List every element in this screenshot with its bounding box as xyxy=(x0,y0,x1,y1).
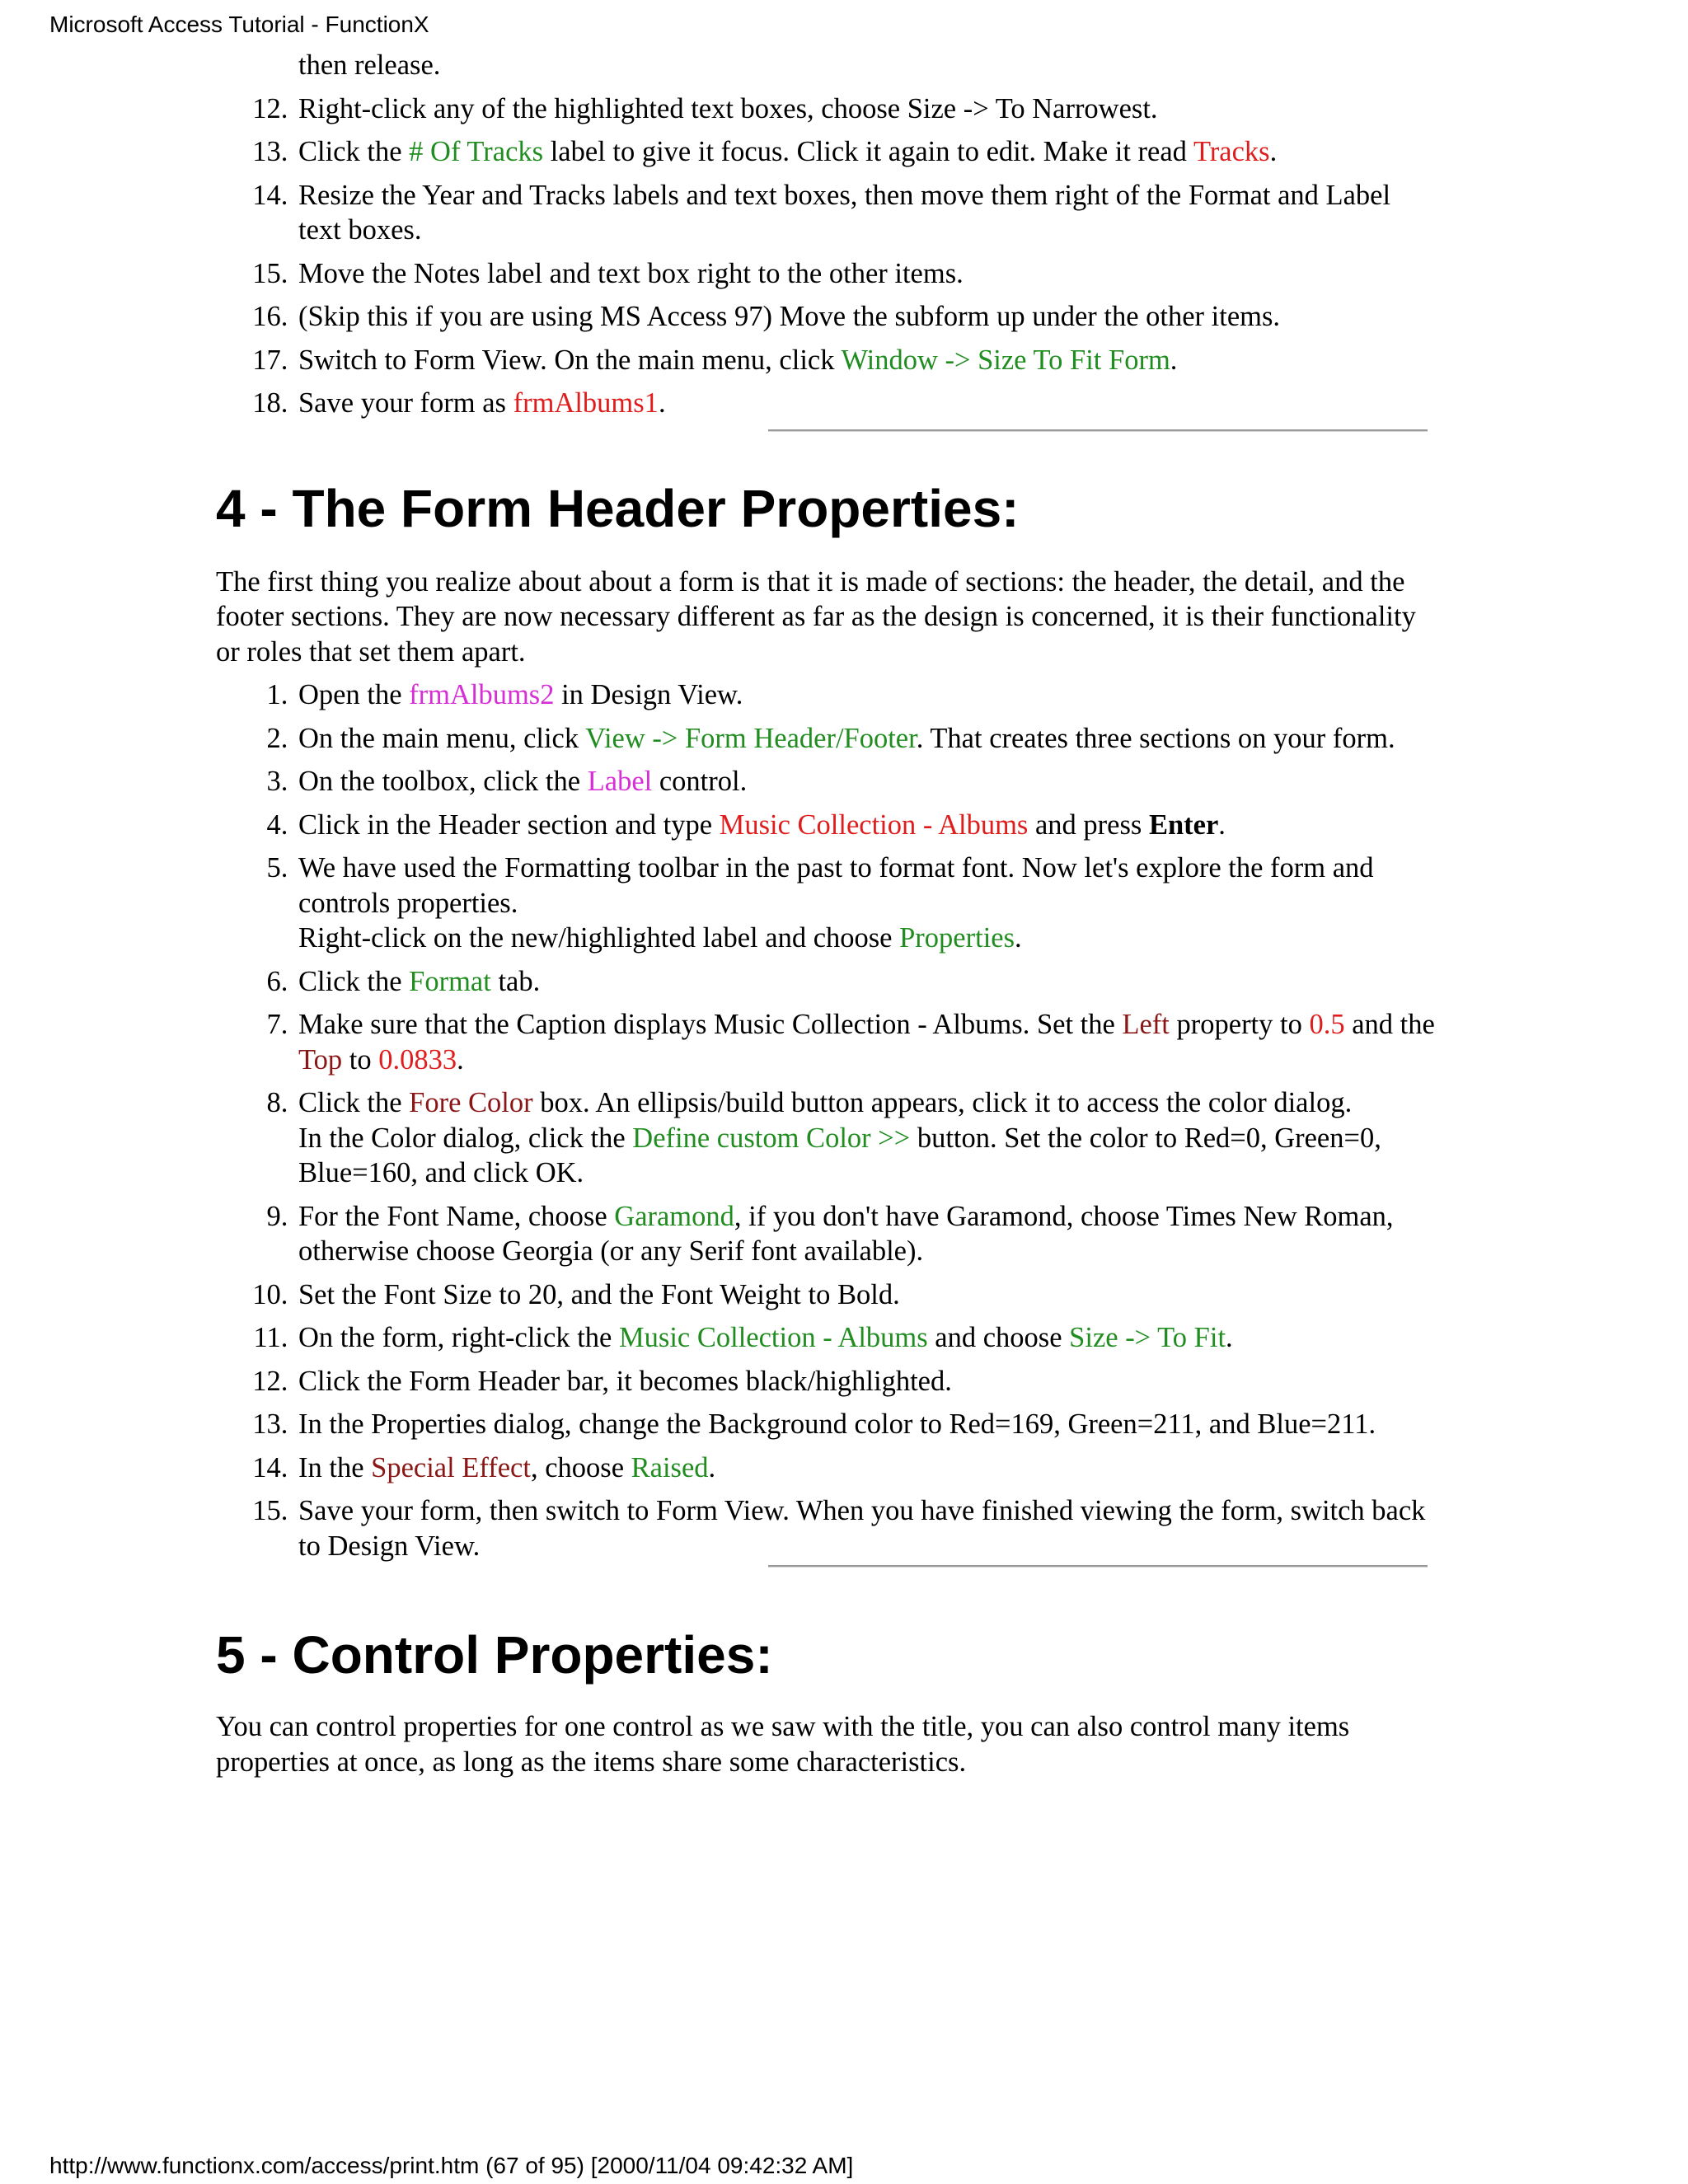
form-name: frmAlbums2 xyxy=(409,679,555,710)
step-text: . xyxy=(1218,808,1226,841)
step-text: , if you don't have Garamond, choose Times New Roman, otherwise choose Georgia (or any Serif font available). xyxy=(298,1200,1394,1267)
step-15: 15. Move the Notes label and text box right to the other items. xyxy=(295,256,1436,292)
control-name: Label xyxy=(587,766,653,797)
step-1 xyxy=(295,677,1436,713)
page-header-title: Microsoft Access Tutorial - FunctionX xyxy=(49,12,429,37)
step-text: . xyxy=(658,387,666,419)
section-5-intro: You can control properties for one control as we saw with the title, you can also control many items properties at once, as long as the items share some characteristics. xyxy=(216,1711,1350,1778)
step-4 xyxy=(295,808,1436,843)
step-text: . xyxy=(457,1043,464,1076)
step-text: On the main menu, click xyxy=(298,722,586,754)
step-text: . xyxy=(1269,136,1278,167)
step-text: Right-click on the new/highlighted label and choose xyxy=(298,922,900,954)
step-18 xyxy=(295,386,1436,421)
property-value: 0.5 xyxy=(1309,1009,1345,1040)
step-2 xyxy=(295,721,1436,757)
section-4-intro: The first thing you realize about about a form is that it is made of sections: the header, the detail, and the footer sections. They are now necessary different as far as the design is concerned, it is their functionality or roles that set them apart. xyxy=(216,565,1416,668)
step-text: Save your form as xyxy=(298,387,513,419)
step-text: For the Font Name, choose xyxy=(298,1200,615,1232)
menu-command: View -> Form Header/Footer xyxy=(585,722,917,754)
step-text: box. An ellipsis/build button appears, click it to access the color dialog. xyxy=(532,1087,1353,1118)
tracks-label-term: # Of Tracks xyxy=(409,136,544,167)
steps-list-form-header xyxy=(216,677,1436,1563)
key-name: Enter xyxy=(1148,808,1219,841)
section-5-heading: 5 - Control Properties: xyxy=(216,1625,773,1685)
step-text: . xyxy=(1015,922,1022,954)
step-text: label to give it focus. Click it again to edit. Make it read xyxy=(543,136,1193,167)
step-14: 14. Resize the Year and Tracks labels and text boxes, then move them right of the Format and Label text boxes. xyxy=(295,178,1436,248)
step-5 xyxy=(295,851,1436,956)
step-text: , choose xyxy=(530,1451,631,1483)
step-text: . That creates three sections on your form. xyxy=(916,722,1395,754)
form-name: frmAlbums1 xyxy=(513,387,659,419)
step-text: button. Set the color to Red=0, Green=0, Blue=160, and click OK. xyxy=(298,1122,1381,1188)
step-text: and the xyxy=(1344,1009,1435,1040)
step-text: We have used the Formatting toolbar in the past to format font. Now let's explore the form and controls properties. xyxy=(298,852,1374,919)
step-text: . xyxy=(1170,344,1178,376)
step-text: property to xyxy=(1169,1009,1310,1040)
step-12: 12. Right-click any of the highlighted text boxes, choose Size -> To Narrowest. xyxy=(295,91,1436,127)
step-text: . xyxy=(708,1451,716,1483)
step-3 xyxy=(295,764,1436,799)
page-footer-url: http://www.functionx.com/access/print.htm (67 of 95) [2000/11/04 09:42:32 AM] xyxy=(49,2153,854,2178)
step-14 xyxy=(295,1451,1436,1486)
tutorial-content xyxy=(216,48,1436,1788)
step-text: On the toolbox, click the xyxy=(298,766,588,797)
steps-list-part3 xyxy=(216,91,1436,421)
button-name: Define custom Color >> xyxy=(632,1122,911,1154)
section-divider xyxy=(768,1565,1428,1568)
property-name: Fore Color xyxy=(409,1087,533,1118)
step-10: 10. Set the Font Size to 20, and the Font Weight to Bold. xyxy=(295,1277,1436,1313)
typed-text: Music Collection - Albums xyxy=(719,808,1029,841)
step-text: tab. xyxy=(490,965,541,997)
step-text: Click the xyxy=(298,1087,410,1118)
property-name: Left xyxy=(1122,1009,1170,1040)
property-name: Special Effect xyxy=(371,1451,531,1483)
step-text: On the form, right-click the xyxy=(298,1322,619,1353)
step-text: In the Color dialog, click the xyxy=(298,1122,633,1154)
step-13: 13. In the Properties dialog, change the Background color to Red=169, Green=211, and Blue=211. xyxy=(295,1407,1436,1442)
list-continuation: then release. xyxy=(298,49,441,81)
step-text: and press xyxy=(1028,808,1149,841)
property-value: 0.0833 xyxy=(378,1043,457,1076)
step-text: to xyxy=(342,1043,379,1076)
step-11 xyxy=(295,1320,1436,1356)
step-text: Switch to Form View. On the main menu, click xyxy=(298,344,842,376)
property-name: Top xyxy=(298,1043,343,1076)
step-text: control. xyxy=(652,766,748,797)
step-text: Click in the Header section and type xyxy=(298,808,720,841)
tab-name: Format xyxy=(409,965,491,997)
step-8 xyxy=(295,1085,1436,1191)
step-12: 12. Click the Form Header bar, it becomes black/highlighted. xyxy=(295,1364,1436,1399)
section-4-heading: 4 - The Form Header Properties: xyxy=(216,478,1020,538)
step-text: and choose xyxy=(927,1322,1070,1353)
menu-command: Properties xyxy=(899,922,1015,954)
step-text: In the xyxy=(298,1451,372,1483)
step-text: Click the xyxy=(298,965,410,997)
menu-command: Window -> Size To Fit Form xyxy=(841,344,1170,376)
step-15: 15. Save your form, then switch to Form View. When you have finished viewing the form, switch back to Design View. xyxy=(295,1493,1436,1563)
step-text: Click the xyxy=(298,136,410,167)
tracks-value: Tracks xyxy=(1193,136,1270,167)
property-value: Raised xyxy=(631,1451,709,1483)
step-text: in Design View. xyxy=(554,679,743,710)
step-13 xyxy=(295,134,1436,170)
step-16: 16. (Skip this if you are using MS Access 97) Move the subform up under the other items. xyxy=(295,299,1436,335)
step-7 xyxy=(295,1007,1436,1077)
step-text: . xyxy=(1226,1322,1233,1353)
section-divider xyxy=(768,429,1428,432)
step-text: Make sure that the Caption displays Music Collection - Albums. Set the xyxy=(298,1009,1123,1040)
label-name: Music Collection - Albums xyxy=(618,1322,928,1353)
step-9 xyxy=(295,1199,1436,1269)
step-6 xyxy=(295,964,1436,1000)
font-option: Garamond xyxy=(614,1200,734,1232)
step-text: Open the xyxy=(298,679,410,710)
menu-command: Size -> To Fit xyxy=(1069,1322,1226,1353)
step-17 xyxy=(295,343,1436,378)
